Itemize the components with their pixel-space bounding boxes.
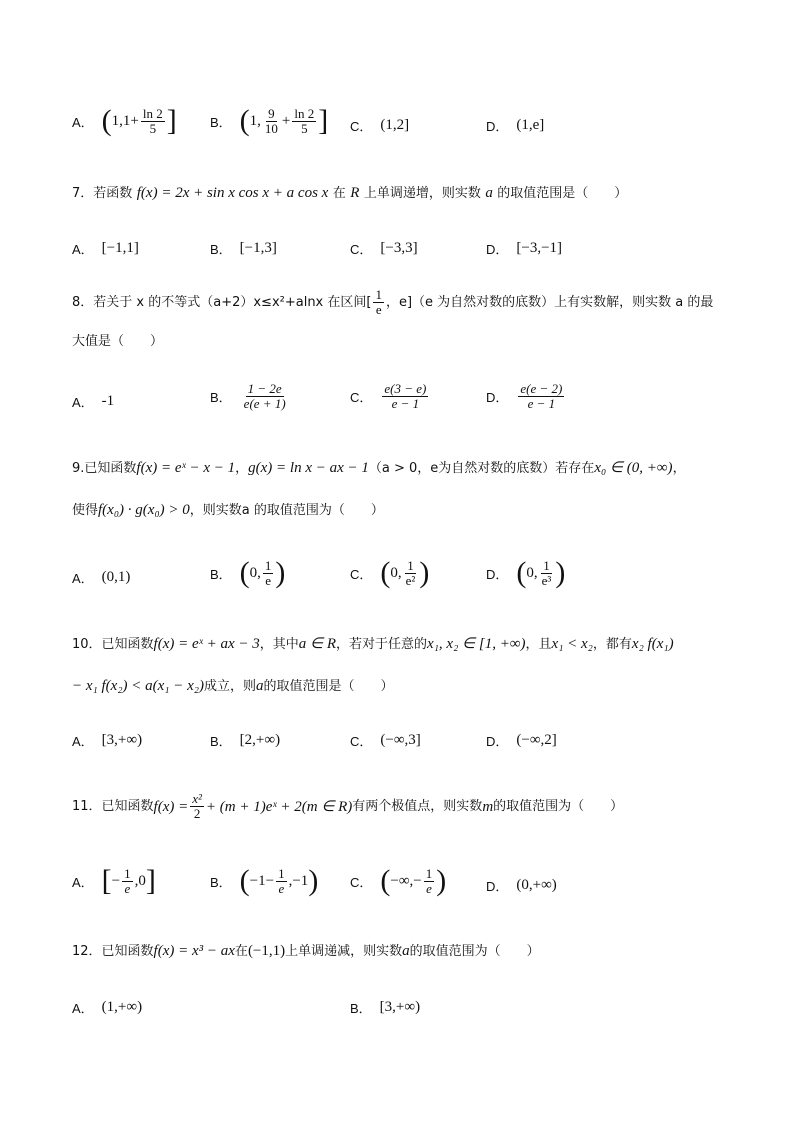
option-prefix: −1−	[249, 872, 275, 889]
q9-option-c	[350, 558, 429, 588]
left-paren: (	[380, 556, 391, 589]
left-paren: (	[380, 864, 391, 897]
option-value: [−1,1]	[101, 240, 139, 256]
q7-text: 若函数	[93, 186, 133, 201]
option-label: D．	[486, 879, 509, 894]
q9-text: 使得	[72, 503, 99, 518]
right-paren: )	[436, 864, 447, 897]
q8-option-a	[72, 392, 114, 411]
plus: +	[281, 112, 291, 129]
option-value: (0,1)	[101, 569, 131, 585]
q7-domain: R	[350, 185, 360, 201]
option-label: D．	[486, 119, 509, 134]
fraction: $\frac{1}{\text{e²}}$	[405, 557, 416, 588]
option-label: B．	[210, 874, 232, 890]
fraction: $\frac{1}{e}$	[278, 865, 285, 896]
q8-text: 8．若关于 x 的不等式（a+2）x≤x²+alnx 在区间[	[72, 294, 372, 310]
fraction: $\frac{1 - 2e}{e(e + 1)}$	[243, 381, 286, 411]
q11-f: + (m + 1)eˣ + 2(m ∈ R)	[205, 798, 353, 815]
q12-f: f(x) = x³ − ax	[153, 943, 235, 959]
fraction: $\frac{1}{e}$	[375, 287, 382, 317]
q10-text: ，若对于任意的	[336, 637, 428, 652]
option-label: C．	[350, 734, 373, 749]
option-label: B．	[350, 1001, 372, 1016]
option-label: D．	[486, 566, 509, 582]
right-paren: )	[555, 556, 566, 589]
option-label: C．	[350, 119, 373, 134]
q10-option-a	[72, 731, 142, 750]
option-label: D．	[486, 242, 509, 257]
q8-stem-line2	[72, 331, 754, 352]
q12-var: a	[402, 943, 410, 959]
option-label: C．	[350, 874, 373, 890]
q6-option-d	[486, 116, 544, 135]
q8-option-b	[210, 382, 290, 411]
option-value: [3,+∞)	[379, 999, 421, 1015]
q9-sep: ，	[235, 461, 249, 476]
option-label: D．	[486, 734, 509, 749]
q8-stem-line1	[72, 288, 754, 317]
option-label: C．	[350, 242, 373, 257]
q7-text: 的取值范围是（ ）	[497, 186, 628, 201]
option-prefix: 0,	[526, 564, 538, 581]
q8-option-c	[350, 382, 430, 411]
option-prefix: 0,	[390, 564, 402, 581]
right-paren: )	[419, 556, 430, 589]
left-paren: (	[239, 556, 250, 589]
q6-a-expr: 1,1+	[111, 112, 139, 129]
q7-text: 在	[332, 186, 346, 201]
q6-option-c	[350, 116, 409, 135]
option-value: [−3,−1]	[516, 240, 563, 256]
q6-b-expr: 1,	[249, 112, 261, 129]
q11-option-b	[210, 866, 318, 896]
fraction: $\frac{\ln 2}{5}$	[142, 105, 163, 136]
option-label: A．	[72, 874, 94, 890]
q10-text: ，都有	[592, 637, 632, 652]
option-value: (1,e]	[516, 117, 545, 133]
option-suffix: ,0	[134, 872, 146, 889]
q6-option-b	[210, 106, 328, 136]
q7-function: f(x) = 2x + sin x cos x + a cos x	[136, 185, 329, 201]
fraction: $\frac{1}{\text{e³}}$	[541, 557, 552, 588]
right-bracket: ]	[145, 864, 156, 897]
question-number: 7．	[72, 186, 94, 201]
fraction: $\frac{1}{e}$	[425, 865, 433, 896]
option-prefix: −∞,−	[390, 872, 422, 889]
q7-option-a	[72, 239, 139, 258]
option-label: B．	[210, 734, 232, 749]
q11-f: f(x) =	[153, 798, 189, 815]
q10-var: a	[256, 678, 264, 694]
q8-text: ，e]（e 为自然对数的底数）上有实数解，则实数 a 的最	[385, 294, 714, 310]
left-paren: (	[101, 104, 112, 137]
q11-text: 11．已知函数	[72, 798, 154, 814]
q10-x12: x₁, x₂ ∈ [1, +∞)	[427, 636, 526, 652]
q10-tail: x₂ f(x₁)	[631, 636, 674, 652]
q10-option-b	[210, 731, 280, 750]
q12-text: 上单调递减，则实数	[285, 944, 403, 959]
option-value: (1,2]	[380, 117, 410, 133]
option-value: [−1,3]	[239, 240, 277, 256]
option-label: B．	[210, 114, 232, 130]
option-label: A．	[72, 571, 94, 586]
option-label: C．	[350, 566, 373, 582]
fraction: $\frac{1}{e}$	[264, 557, 272, 588]
option-value: (1,+∞)	[101, 999, 143, 1015]
option-label: A．	[72, 734, 94, 749]
q7-text: 上单调递增，则实数	[363, 186, 481, 201]
option-value: (−∞,3]	[380, 732, 421, 748]
q12-text: 12．已知函数	[72, 944, 154, 959]
q8-text: 大值是（ ）	[72, 334, 164, 349]
option-label: A．	[72, 395, 94, 410]
q9-option-b	[210, 558, 285, 588]
q12-stem	[72, 941, 754, 962]
left-paren: (	[239, 864, 250, 897]
q10-text: ，且	[525, 637, 552, 652]
q10-text: ，其中	[259, 637, 299, 652]
q10-stem-line2	[72, 676, 754, 697]
q12-text: 的取值范围为（ ）	[409, 944, 540, 959]
fraction: $\frac{\text{x²}}{2}$	[192, 791, 202, 821]
right-bracket: ]	[318, 104, 329, 137]
q12-option-b	[350, 998, 420, 1017]
fraction: $\frac{9}{10}$	[264, 105, 278, 136]
option-label: B．	[210, 566, 232, 582]
option-label: B．	[210, 242, 232, 257]
q9-text: ，则实数a 的取值范围为（ ）	[189, 503, 384, 518]
q7-option-b	[210, 239, 277, 258]
q11-option-d	[486, 876, 557, 895]
fraction: $\frac{1}{e}$	[124, 865, 131, 896]
q7-option-c	[350, 239, 418, 258]
q10-ineq: x₁ < x₂	[551, 636, 593, 652]
fraction: $\frac{e(3 - e)}{e - 1}$	[384, 381, 427, 411]
q7-option-d	[486, 239, 562, 258]
fraction: $\frac{\ln 2}{5}$	[294, 105, 315, 136]
option-value: (0,+∞)	[516, 877, 557, 893]
left-paren: (	[516, 556, 527, 589]
option-label: A．	[72, 1001, 94, 1016]
option-value: [2,+∞)	[239, 732, 281, 748]
left-paren: (	[239, 104, 250, 137]
option-value: -1	[101, 393, 115, 409]
q11-option-c	[350, 866, 446, 896]
q9-option-a	[72, 568, 130, 587]
q9-text: （a > 0，e为自然对数的底数）若存在	[368, 461, 595, 476]
q7-var: a	[485, 185, 493, 201]
option-prefix: 0,	[249, 564, 261, 581]
q9-product: f(x₀) · g(x₀) > 0	[98, 502, 190, 518]
q6-option-a	[72, 106, 177, 136]
q11-text: 有两个极值点，则实数	[352, 798, 483, 814]
option-label: A．	[72, 242, 94, 257]
left-bracket: [	[101, 864, 112, 897]
right-bracket: ]	[166, 104, 177, 137]
q9-option-d	[486, 558, 565, 588]
q7-stem	[72, 183, 754, 204]
option-label: C．	[350, 390, 373, 405]
q12-text: 在	[234, 944, 248, 959]
right-paren: )	[275, 556, 286, 589]
option-label: D．	[486, 390, 509, 405]
q12-option-a	[72, 998, 142, 1017]
q9-x0: x₀ ∈ (0, +∞)	[594, 460, 673, 476]
q9-stem-line1	[72, 458, 754, 479]
q10-text: 10．已知函数	[72, 637, 154, 652]
q10-option-c	[350, 731, 421, 750]
q11-text: 的取值范围为（ ）	[493, 798, 624, 814]
option-suffix: ,−1	[288, 872, 309, 889]
q10-expr: − x₁ f(x₂) < a(x₁ − x₂)	[72, 678, 205, 694]
q9-g: g(x) = ln x − ax − 1	[248, 460, 369, 476]
right-paren: )	[308, 864, 319, 897]
q11-var: m	[482, 798, 494, 815]
q10-stem-line1	[72, 634, 754, 655]
q8-option-d	[486, 382, 566, 411]
option-label: A．	[72, 114, 94, 130]
q10-option-d	[486, 731, 557, 750]
q9-text: 9.已知函数	[72, 461, 137, 476]
q11-stem	[72, 792, 754, 821]
fraction: $\frac{e(e - 2)}{e - 1}$	[520, 381, 563, 411]
q12-interval: (−1,1)	[247, 943, 286, 959]
q9-stem-line2	[72, 500, 754, 521]
q10-text: 成立，则	[204, 679, 257, 694]
option-value: (−∞,2]	[516, 732, 557, 748]
q10-text: 的取值范围是（ ）	[263, 679, 394, 694]
q11-option-a	[72, 866, 156, 896]
option-prefix: −	[111, 872, 121, 889]
option-value: [−3,3]	[380, 240, 418, 256]
option-value: [3,+∞)	[101, 732, 143, 748]
option-label: B．	[210, 390, 232, 405]
q10-f: f(x) = eˣ + ax − 3	[153, 636, 260, 652]
q9-f: f(x) = eˣ − x − 1	[136, 460, 236, 476]
q9-sep: ，	[672, 461, 686, 476]
q10-aR: a ∈ R	[298, 636, 337, 652]
